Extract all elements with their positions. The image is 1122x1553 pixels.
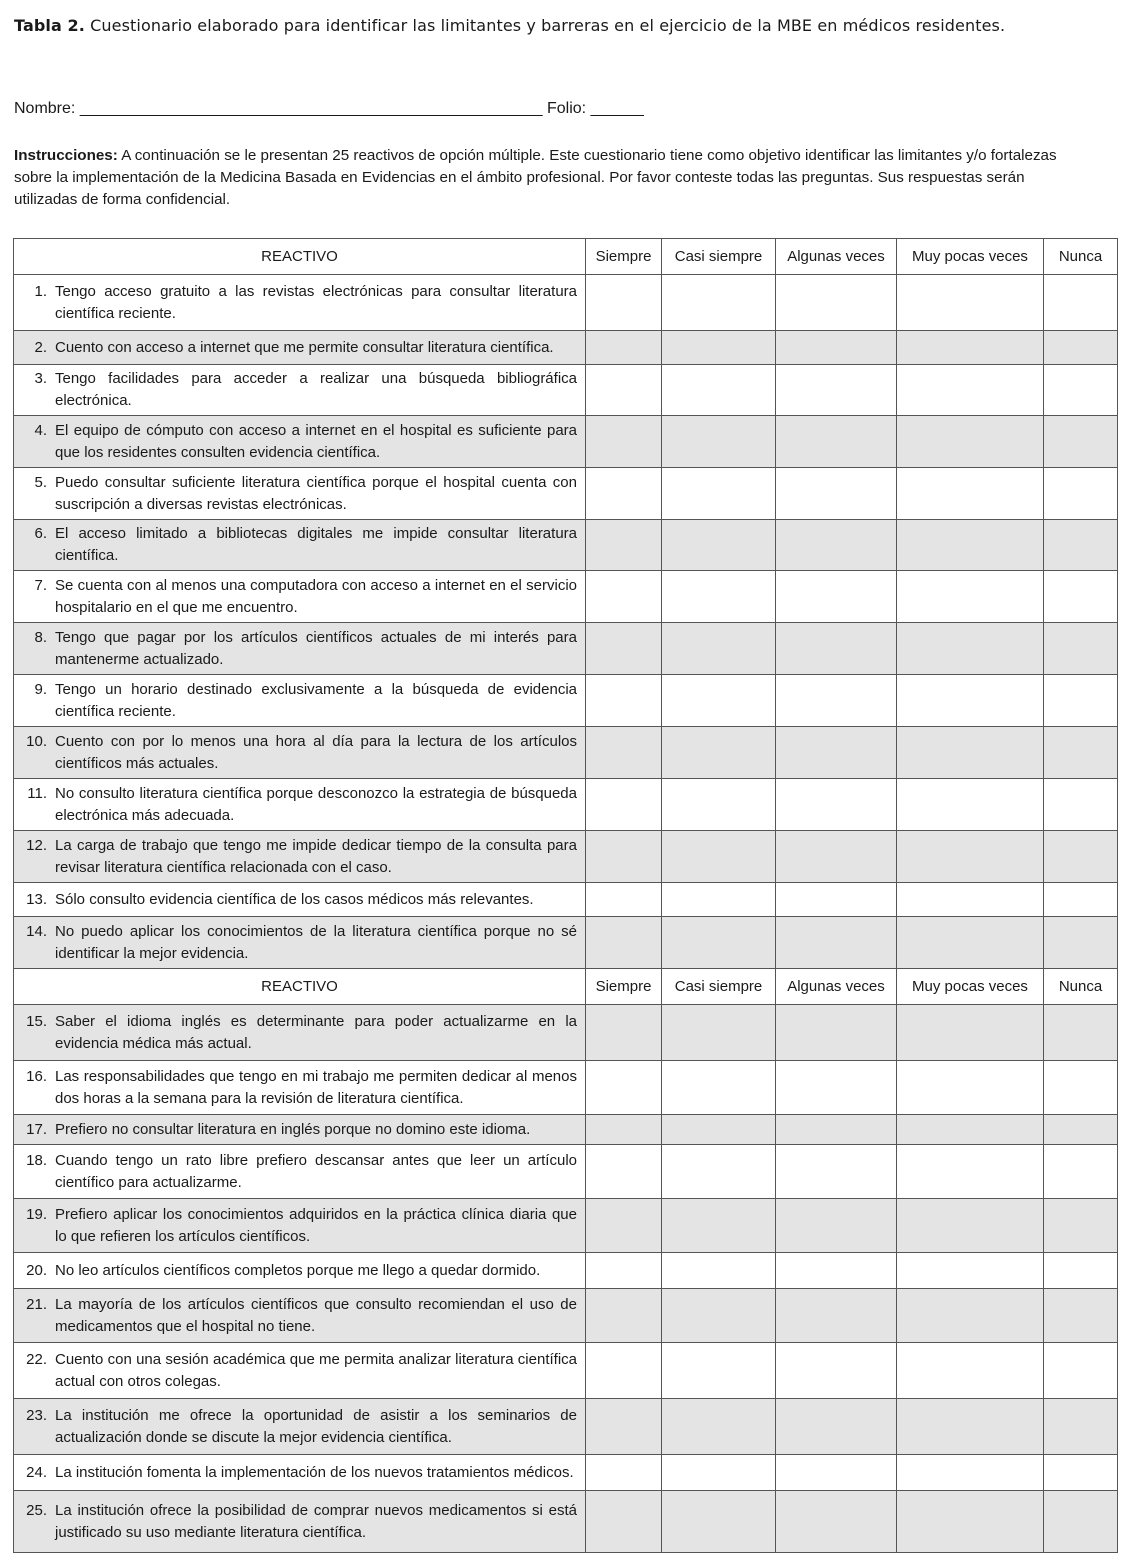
item-text: La institución fomenta la implementación de los nuevos tratamientos médicos. [55, 1463, 574, 1481]
answer-cell[interactable] [897, 520, 1044, 571]
table-row [14, 1061, 1118, 1115]
item-number: 15. [26, 1012, 47, 1030]
answer-cell[interactable] [662, 779, 776, 831]
table-row [14, 675, 1118, 727]
answer-cell[interactable] [897, 1115, 1044, 1145]
answer-cell[interactable] [897, 1061, 1044, 1115]
table-row [14, 1005, 1118, 1061]
reactivo-cell [14, 1005, 586, 1061]
item-text: Saber el idioma inglés es determinante para poder actualizarme en la evidencia médica más actual. [55, 1012, 577, 1052]
item-text: Tengo facilidades para acceder a realizar una búsqueda bibliográfica electrónica. [55, 370, 577, 409]
name-folio-line [14, 100, 644, 118]
instructions-text: A continuación se le presentan 25 reactivos de opción múltiple. Este cuestionario tiene como objetivo identificar las limitantes y/o fortalezas sobre la implementación de la Medicina Basada en Evidencias en el ámbito profesional. Por favor conteste todas las preguntas. Sus respuestas serán utilizadas de forma confidencial. [14, 147, 1057, 208]
answer-cell[interactable] [662, 1289, 776, 1343]
table-row [14, 1491, 1118, 1553]
item-text: El acceso limitado a bibliotecas digitales me impide consultar literatura científica. [55, 525, 577, 564]
reactivo-cell [14, 1491, 586, 1553]
reactivo-cell [14, 623, 586, 675]
answer-cell[interactable] [1044, 727, 1118, 779]
header-option-2: Casi siempre [662, 969, 776, 1005]
answer-cell[interactable] [776, 779, 897, 831]
answer-cell[interactable] [662, 917, 776, 969]
answer-cell[interactable] [1044, 1253, 1118, 1289]
answer-cell[interactable] [586, 1289, 662, 1343]
answer-cell[interactable] [897, 1289, 1044, 1343]
answer-cell[interactable] [776, 831, 897, 883]
instructions-label: Instrucciones: [14, 147, 118, 164]
answer-cell[interactable] [897, 1253, 1044, 1289]
answer-cell[interactable] [897, 1491, 1044, 1553]
answer-cell[interactable] [897, 571, 1044, 623]
answer-cell[interactable] [1044, 416, 1118, 468]
table-row [14, 468, 1118, 520]
table-row [14, 1289, 1118, 1343]
reactivo-cell [14, 675, 586, 727]
item-text: Cuando tengo un rato libre prefiero descansar antes que leer un artículo científico para actualizarme. [55, 1151, 577, 1191]
item-number: 13. [26, 890, 47, 908]
answer-cell[interactable] [897, 883, 1044, 917]
reactivo-cell [14, 1061, 586, 1115]
answer-cell[interactable] [776, 917, 897, 969]
answer-cell[interactable] [586, 571, 662, 623]
header-option-3: Algunas veces [776, 969, 897, 1005]
answer-cell[interactable] [1044, 623, 1118, 675]
answer-cell[interactable] [776, 1491, 897, 1553]
answer-cell[interactable] [897, 1343, 1044, 1399]
item-number: 2. [34, 338, 47, 356]
reactivo-cell [14, 917, 586, 969]
answer-cell[interactable] [776, 675, 897, 727]
item-number: 11. [27, 784, 47, 802]
reactivo-cell [14, 331, 586, 365]
answer-cell[interactable] [897, 416, 1044, 468]
answer-cell[interactable] [662, 1061, 776, 1115]
item-text: La mayoría de los artículos científicos que consulto recomiendan el uso de medicamentos que el hospital no tiene. [55, 1295, 577, 1335]
answer-cell[interactable] [662, 1145, 776, 1199]
answer-cell[interactable] [776, 1289, 897, 1343]
answer-cell[interactable] [586, 1399, 662, 1455]
table-row [14, 727, 1118, 779]
answer-cell[interactable] [897, 1005, 1044, 1061]
reactivo-cell [14, 365, 586, 416]
answer-cell[interactable] [662, 1455, 776, 1491]
answer-cell[interactable] [897, 331, 1044, 365]
item-text: Sólo consulto evidencia científica de los casos médicos más relevantes. [55, 890, 534, 908]
answer-cell[interactable] [1044, 1491, 1118, 1553]
table-row [14, 831, 1118, 883]
table-row [14, 365, 1118, 416]
answer-cell[interactable] [662, 883, 776, 917]
answer-cell[interactable] [776, 1455, 897, 1491]
item-number: 16. [26, 1067, 47, 1085]
answer-cell[interactable] [662, 331, 776, 365]
table-header-row [14, 969, 1118, 1005]
answer-cell[interactable] [586, 331, 662, 365]
reactivo-cell [14, 468, 586, 520]
header-option-1: Siempre [586, 239, 662, 275]
item-number: 23. [26, 1406, 47, 1424]
item-number: 8. [34, 628, 47, 646]
item-number: 12. [26, 836, 47, 854]
answer-cell[interactable] [586, 917, 662, 969]
header-option-3: Algunas veces [776, 239, 897, 275]
answer-cell[interactable] [776, 1253, 897, 1289]
header-option-2: Casi siempre [662, 239, 776, 275]
answer-cell[interactable] [586, 468, 662, 520]
answer-cell[interactable] [586, 831, 662, 883]
answer-cell[interactable] [1044, 1289, 1118, 1343]
answer-cell[interactable] [586, 1145, 662, 1199]
answer-cell[interactable] [662, 416, 776, 468]
answer-cell[interactable] [662, 1491, 776, 1553]
reactivo-cell [14, 1253, 586, 1289]
answer-cell[interactable] [1044, 468, 1118, 520]
answer-cell[interactable] [897, 1399, 1044, 1455]
item-text: No puedo aplicar los conocimientos de la literatura científica porque no sé identificar la mejor evidencia. [55, 922, 577, 962]
item-text: Tengo que pagar por los artículos científicos actuales de mi interés para mantenerme actualizado. [55, 628, 577, 668]
answer-cell[interactable] [776, 727, 897, 779]
item-text: Puedo consultar suficiente literatura científica porque el hospital cuenta con suscripción a diversas revistas electrónicas. [55, 473, 577, 513]
answer-cell[interactable] [897, 1455, 1044, 1491]
answer-cell[interactable] [586, 1115, 662, 1145]
answer-cell[interactable] [1044, 520, 1118, 571]
item-text: El equipo de cómputo con acceso a internet en el hospital es suficiente para que los residentes consulten evidencia científica. [55, 421, 577, 461]
answer-cell[interactable] [897, 623, 1044, 675]
item-text: Tengo un horario destinado exclusivamente a la búsqueda de evidencia científica reciente. [55, 680, 577, 720]
reactivo-cell [14, 727, 586, 779]
item-number: 3. [34, 370, 47, 387]
answer-cell[interactable] [662, 1253, 776, 1289]
reactivo-cell [14, 571, 586, 623]
answer-cell[interactable] [1044, 917, 1118, 969]
answer-cell[interactable] [586, 1199, 662, 1253]
answer-cell[interactable] [586, 675, 662, 727]
answer-cell[interactable] [586, 1005, 662, 1061]
answer-cell[interactable] [1044, 1145, 1118, 1199]
answer-cell[interactable] [662, 275, 776, 331]
table-row [14, 520, 1118, 571]
answer-cell[interactable] [1044, 571, 1118, 623]
caption-label: Tabla 2. [14, 16, 85, 35]
answer-cell[interactable] [897, 468, 1044, 520]
item-number: 5. [34, 473, 47, 491]
answer-cell[interactable] [1044, 675, 1118, 727]
item-text: Tengo acceso gratuito a las revistas electrónicas para consultar literatura científica reciente. [55, 282, 577, 322]
answer-cell[interactable] [776, 623, 897, 675]
answer-cell[interactable] [897, 831, 1044, 883]
item-number: 21. [26, 1295, 47, 1313]
item-number: 17. [26, 1120, 47, 1138]
answer-cell[interactable] [586, 727, 662, 779]
reactivo-cell [14, 275, 586, 331]
reactivo-cell [14, 1145, 586, 1199]
answer-cell[interactable] [586, 623, 662, 675]
item-text: No consulto literatura científica porque desconozco la estrategia de búsqueda electrónica más adecuada. [55, 784, 577, 824]
item-text: Las responsabilidades que tengo en mi trabajo me permiten dedicar al menos dos horas a la semana para la revisión de literatura científica. [55, 1067, 577, 1107]
reactivo-cell [14, 416, 586, 468]
answer-cell[interactable] [586, 779, 662, 831]
table-row [14, 1253, 1118, 1289]
item-number: 4. [34, 421, 47, 439]
table-row [14, 623, 1118, 675]
answer-cell[interactable] [776, 1399, 897, 1455]
answer-cell[interactable] [776, 416, 897, 468]
answer-cell[interactable] [897, 917, 1044, 969]
answer-cell[interactable] [897, 779, 1044, 831]
table-row [14, 416, 1118, 468]
item-number: 1. [34, 282, 47, 300]
reactivo-cell [14, 779, 586, 831]
answer-cell[interactable] [776, 1145, 897, 1199]
item-text: Cuento con una sesión académica que me permita analizar literatura científica actual con otros colegas. [55, 1350, 577, 1390]
answer-cell[interactable] [662, 623, 776, 675]
answer-cell[interactable] [662, 468, 776, 520]
answer-cell[interactable] [586, 1061, 662, 1115]
table-row [14, 1455, 1118, 1491]
table-row [14, 1145, 1118, 1199]
answer-cell[interactable] [776, 1061, 897, 1115]
reactivo-cell [14, 1289, 586, 1343]
answer-cell[interactable] [1044, 275, 1118, 331]
item-number: 7. [34, 576, 47, 594]
reactivo-cell [14, 520, 586, 571]
answer-cell[interactable] [662, 365, 776, 416]
answer-cell[interactable] [1044, 1455, 1118, 1491]
item-text: La institución me ofrece la oportunidad de asistir a los seminarios de actualización donde se discute la mejor evidencia científica. [55, 1406, 577, 1446]
table-row [14, 331, 1118, 365]
item-number: 18. [26, 1151, 47, 1169]
item-text: La carga de trabajo que tengo me impide dedicar tiempo de la consulta para revisar literatura científica relacionada con el caso. [55, 836, 577, 876]
answer-cell[interactable] [586, 883, 662, 917]
header-option-1: Siempre [586, 969, 662, 1005]
answer-cell[interactable] [776, 1199, 897, 1253]
answer-cell[interactable] [776, 275, 897, 331]
answer-cell[interactable] [776, 1115, 897, 1145]
answer-cell[interactable] [662, 571, 776, 623]
header-option-5: Nunca [1044, 239, 1118, 275]
answer-cell[interactable] [586, 275, 662, 331]
answer-cell[interactable] [662, 1199, 776, 1253]
answer-cell[interactable] [662, 831, 776, 883]
table-row [14, 1399, 1118, 1455]
item-text: Cuento con por lo menos una hora al día para la lectura de los artículos científicos más actuales. [55, 732, 577, 772]
item-text: No leo artículos científicos completos porque me llego a quedar dormido. [55, 1261, 541, 1279]
instructions [14, 145, 1079, 211]
answer-cell[interactable] [897, 1145, 1044, 1199]
item-text: Cuento con acceso a internet que me permite consultar literatura científica. [55, 338, 554, 356]
answer-cell[interactable] [776, 883, 897, 917]
answer-cell[interactable] [897, 675, 1044, 727]
answer-cell[interactable] [776, 520, 897, 571]
answer-cell[interactable] [586, 1253, 662, 1289]
answer-cell[interactable] [586, 1491, 662, 1553]
answer-cell[interactable] [662, 1005, 776, 1061]
answer-cell[interactable] [1044, 1115, 1118, 1145]
item-text: La institución ofrece la posibilidad de comprar nuevos medicamentos si está justificado su uso mediante literatura científica. [55, 1501, 577, 1541]
table-row [14, 883, 1118, 917]
answer-cell[interactable] [662, 727, 776, 779]
header-option-4: Muy pocas veces [897, 239, 1044, 275]
table-row [14, 1343, 1118, 1399]
reactivo-cell [14, 1199, 586, 1253]
answer-cell[interactable] [897, 1199, 1044, 1253]
reactivo-cell [14, 1343, 586, 1399]
reactivo-cell [14, 1455, 586, 1491]
item-number: 14. [26, 922, 47, 940]
answer-cell[interactable] [586, 1455, 662, 1491]
item-number: 25. [26, 1501, 47, 1519]
answer-cell[interactable] [776, 331, 897, 365]
item-number: 22. [26, 1350, 47, 1368]
header-reactivo: REACTIVO [14, 239, 586, 275]
answer-cell[interactable] [1044, 1399, 1118, 1455]
table-row [14, 275, 1118, 331]
item-number: 6. [34, 525, 47, 542]
item-text: Se cuenta con al menos una computadora con acceso a internet en el servicio hospitalario en el que me encuentro. [55, 576, 577, 616]
answer-cell[interactable] [1044, 779, 1118, 831]
answer-cell[interactable] [776, 365, 897, 416]
answer-cell[interactable] [1044, 883, 1118, 917]
answer-cell[interactable] [662, 675, 776, 727]
reactivo-cell [14, 1399, 586, 1455]
answer-cell[interactable] [897, 365, 1044, 416]
reactivo-cell [14, 883, 586, 917]
answer-cell[interactable] [1044, 331, 1118, 365]
folio-blank: ______ [590, 100, 644, 117]
answer-cell[interactable] [586, 520, 662, 571]
header-reactivo: REACTIVO [14, 969, 586, 1005]
table-row [14, 917, 1118, 969]
item-number: 24. [26, 1463, 47, 1481]
reactivo-cell [14, 831, 586, 883]
answer-cell[interactable] [776, 1005, 897, 1061]
table-row [14, 1115, 1118, 1145]
questionnaire-table [13, 238, 1118, 1553]
header-option-5: Nunca [1044, 969, 1118, 1005]
answer-cell[interactable] [897, 727, 1044, 779]
answer-cell[interactable] [776, 468, 897, 520]
caption-text: Cuestionario elaborado para identificar las limitantes y barreras en el ejercicio de la MBE en médicos residentes. [90, 16, 1006, 35]
item-number: 9. [34, 680, 47, 698]
answer-cell[interactable] [1044, 365, 1118, 416]
answer-cell[interactable] [1044, 1005, 1118, 1061]
item-number: 20. [26, 1261, 47, 1279]
item-text: Prefiero aplicar los conocimientos adquiridos en la práctica clínica diaria que lo que refieren los artículos científicos. [55, 1205, 577, 1245]
item-number: 19. [26, 1205, 47, 1223]
table-row [14, 779, 1118, 831]
table-row [14, 1199, 1118, 1253]
table-row [14, 571, 1118, 623]
answer-cell[interactable] [1044, 1061, 1118, 1115]
header-option-4: Muy pocas veces [897, 969, 1044, 1005]
answer-cell[interactable] [1044, 1343, 1118, 1399]
name-blank: ____________________________________________________ [79, 100, 543, 117]
answer-cell[interactable] [586, 416, 662, 468]
answer-cell[interactable] [662, 1399, 776, 1455]
table-header-row [14, 239, 1118, 275]
reactivo-cell [14, 1115, 586, 1145]
answer-cell[interactable] [662, 520, 776, 571]
answer-cell[interactable] [776, 1343, 897, 1399]
answer-cell[interactable] [586, 365, 662, 416]
item-number: 10. [26, 732, 47, 750]
answer-cell[interactable] [1044, 831, 1118, 883]
answer-cell[interactable] [662, 1343, 776, 1399]
table-caption [14, 16, 1005, 35]
name-label: Nombre: [14, 100, 76, 117]
folio-label: Folio: [546, 100, 587, 117]
answer-cell[interactable] [586, 1343, 662, 1399]
item-text: Prefiero no consultar literatura en inglés porque no domino este idioma. [55, 1120, 531, 1138]
answer-cell[interactable] [1044, 1199, 1118, 1253]
answer-cell[interactable] [776, 571, 897, 623]
answer-cell[interactable] [662, 1115, 776, 1145]
answer-cell[interactable] [897, 275, 1044, 331]
